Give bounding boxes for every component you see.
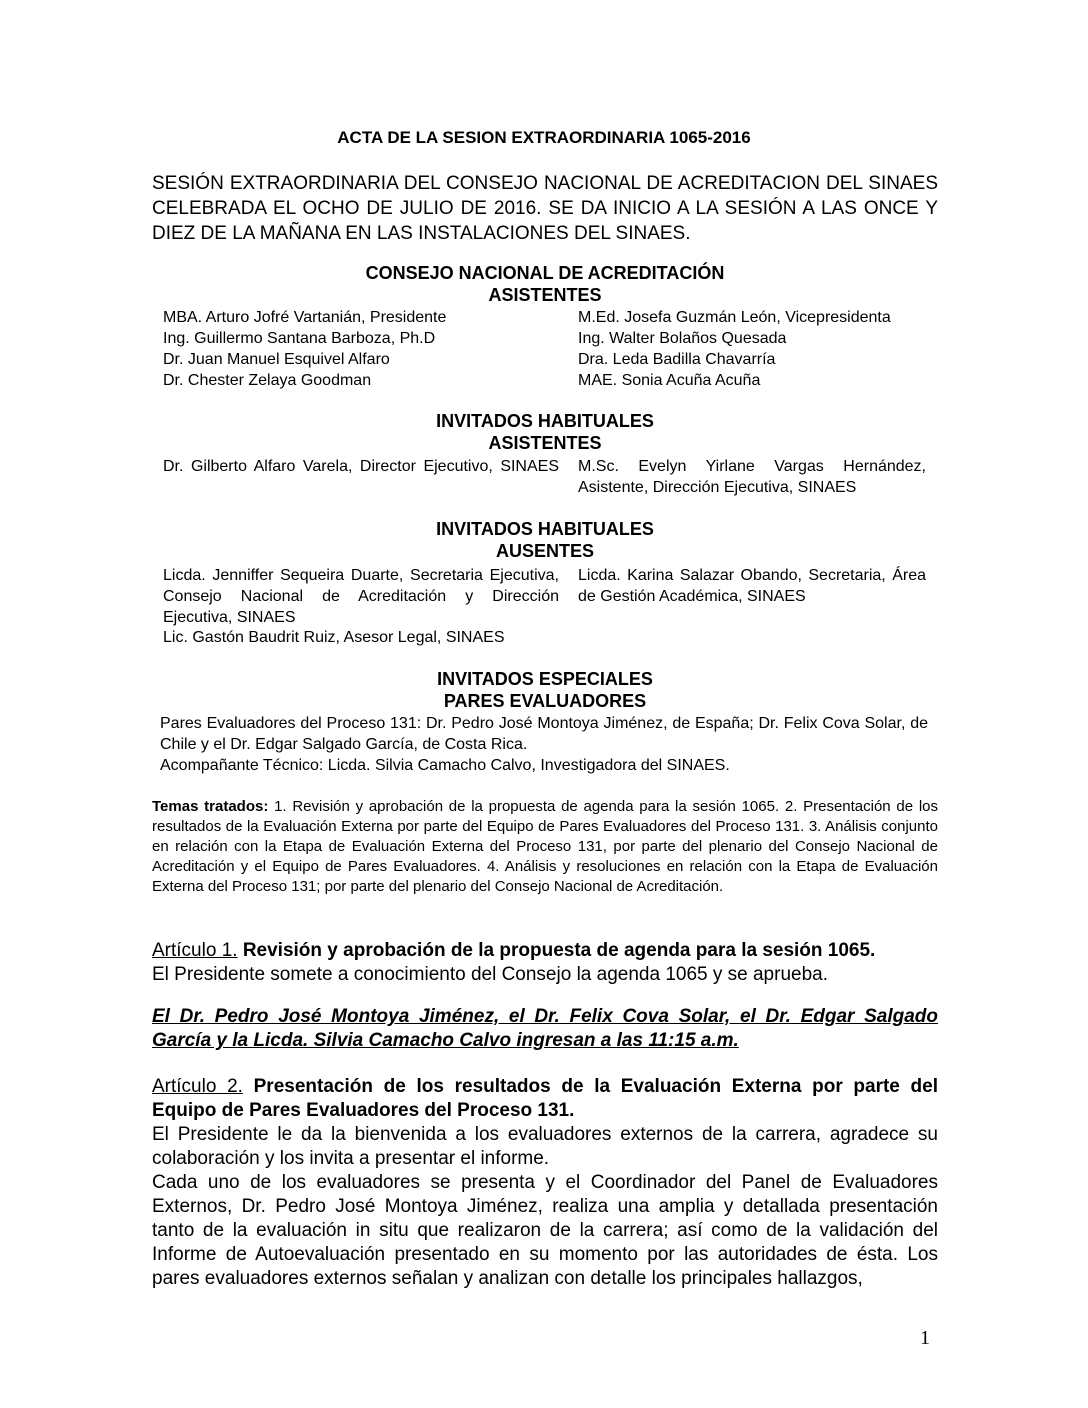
articulo-1-heading: Revisión y aprobación de la propuesta de agenda para la sesión 1065. [242,940,876,961]
document-title: ACTA DE LA SESION EXTRAORDINARIA 1065-2016 [337,128,751,147]
ausentes-subheading: AUSENTES [495,541,594,561]
member-name: M.Ed. Josefa Guzmán León, Vicepresidenta [578,309,891,326]
ausente-left: Licda. Jenniffer Sequeira Duarte, Secretaria Ejecutiva, Consejo Nacional de Acreditación y Dirección Ejecutiva, SINAES [163,567,559,626]
page-number: 1 [920,1327,930,1349]
articulo-1-label: Artículo 1. [152,940,238,961]
articulo-1 [152,939,938,987]
articulo-2-p2: Cada uno de los evaluadores se presenta y el Coordinador del Panel de Evaluadores Externos, Dr. Pedro José Montoya Jiménez, realiza una amplia y detallada presentación tanto de la evaluación in situ que realizaron de la carrera; así como de la validación del Informe de Autoevaluación presentado en su momento por las autoridades de ésta. Los pares evaluadores externos señalan y analizan con detalle los principales hallazgos, [152,1172,938,1289]
consejo-section-heading [152,262,938,306]
habituales-asistente-left: Dr. Gilberto Alfaro Varela, Director Ejecutivo, SINAES [163,458,559,475]
member-name: Dr. Chester Zelaya Goodman [163,372,372,389]
member-name: Ing. Walter Bolaños Quesada [578,330,787,347]
habituales-asistentes-heading [152,410,938,454]
member-name: Ing. Guillermo Santana Barboza, Ph.D [163,330,436,347]
articulo-2 [152,1075,938,1291]
articulo-2-label: Artículo 2. [152,1076,243,1097]
articulo-2-heading: Presentación de los resultados de la Evaluación Externa por parte del Equipo de Pares Evaluadores del Proceso 131. [152,1076,938,1121]
member-name: Dr. Juan Manuel Esquivel Alfaro [163,351,390,368]
ausentes-heading: INVITADOS HABITUALES [436,519,654,539]
temas-tratados [152,797,938,897]
consejo-heading: CONSEJO NACIONAL DE ACREDITACIÓN [365,263,725,283]
member-name: MAE. Sonia Acuña Acuña [578,372,761,389]
habituales-heading: INVITADOS HABITUALES [436,411,654,431]
ausente-left-2: Lic. Gastón Baudrit Ruiz, Asesor Legal, SINAES [163,629,505,646]
ausente-right: Licda. Karina Salazar Obando, Secretaria, Área de Gestión Académica, SINAES [578,567,926,605]
pares-evaluadores-text: Pares Evaluadores del Proceso 131: Dr. Pedro José Montoya Jiménez, de España; Dr. Felix Cova Solar, de Chile y el Dr. Edgar Salgado García, de Costa Rica. [160,715,928,753]
intro-paragraph: SESIÓN EXTRAORDINARIA DEL CONSEJO NACIONAL DE ACREDITACION DEL SINAES CELEBRADA EL OCHO DE JULIO DE 2016. SE DA INICIO A LA SESIÓN A LAS ONCE Y DIEZ DE LA MAÑANA EN LAS INSTALACIONES DEL SINAES. [152,173,938,244]
consejo-members-left [163,307,446,391]
especiales-heading: INVITADOS ESPECIALES [437,669,653,689]
consejo-members-right [578,307,891,391]
especiales-heading-block [152,668,938,712]
articulo-1-text: El Presidente somete a conocimiento del Consejo la agenda 1065 y se aprueba. [152,964,828,985]
articulo-2-p1: El Presidente le da la bienvenida a los evaluadores externos de la carrera, agradece su colaboración y los invita a presentar el informe. [152,1124,938,1169]
temas-text: 1. Revisión y aprobación de la propuesta de agenda para la sesión 1065. 2. Presentación de los resultados de la Evaluación Externa por parte del Equipo de Pares Evaluadores del Proceso 131. 3. Análisis conjunto en relación con la Etapa de Evaluación Externa del Proceso 131, por parte del plenario del Consejo Nacional de Acreditación y el Equipo de Pares Evaluadores. 4. Análisis y resoluciones en relación con la Etapa de Evaluación Externa del Proceso 131; por parte del plenario del Consejo Nacional de Acreditación. [152,798,938,895]
member-name: Dra. Leda Badilla Chavarría [578,351,776,368]
habituales-asistente-right: M.Sc. Evelyn Yirlane Vargas Hernández, Asistente, Dirección Ejecutiva, SINAES [578,458,926,496]
habituales-ausentes-heading [152,518,938,562]
acompanante-tecnico-text: Acompañante Técnico: Licda. Silvia Camacho Calvo, Investigadora del SINAES. [160,757,730,774]
temas-label: Temas tratados: [152,798,269,815]
member-name: MBA. Arturo Jofré Vartanián, Presidente [163,309,447,326]
ingreso-text: El Dr. Pedro José Montoya Jiménez, el Dr. Felix Cova Solar, el Dr. Edgar Salgado García y la Licda. Silvia Camacho Calvo ingresan a las 11:15 a.m. [152,1006,938,1051]
especiales-subheading: PARES EVALUADORES [443,691,647,711]
ingreso-note [152,1005,938,1053]
consejo-subheading: ASISTENTES [488,285,602,305]
habituales-subheading: ASISTENTES [488,433,602,453]
